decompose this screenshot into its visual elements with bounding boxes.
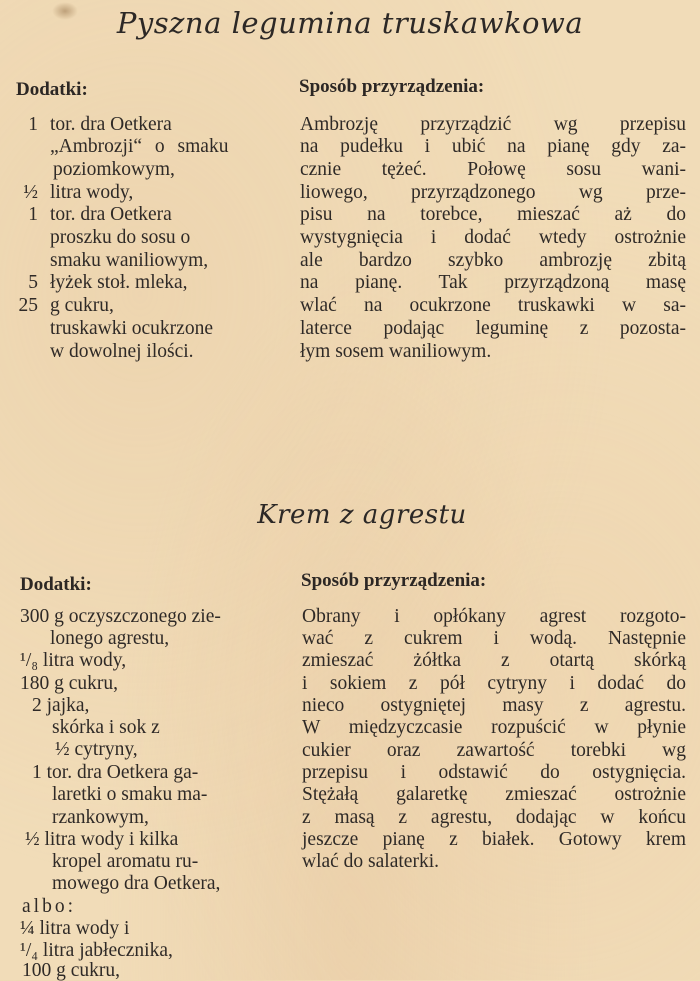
ingredient-line: skórka i sok z bbox=[52, 717, 160, 738]
ingredient-line: g cukru, bbox=[50, 295, 114, 316]
method-line: cznie tężeć. Połowę sosu wani- bbox=[300, 159, 686, 180]
ingredient-line: 1 tor. dra Oetkera ga- bbox=[32, 762, 199, 783]
ingredient-line: albo: bbox=[22, 896, 76, 917]
ingredients-heading: Dodatki: bbox=[20, 574, 92, 595]
ingredient-line: smaku waniliowym, bbox=[50, 250, 209, 271]
ingredient-qty: 25 bbox=[18, 295, 38, 316]
ingredient-line: tor. dra Oetkera bbox=[50, 114, 172, 135]
ingredient-line: 180 g cukru, bbox=[20, 673, 119, 694]
ingredient-line: truskawki ocukrzone bbox=[50, 318, 213, 339]
ingredient-line: lonego agrestu, bbox=[50, 628, 170, 649]
method-line: wystygnięcia i dodać wtedy ostrożnie bbox=[300, 227, 686, 248]
ingredient-line: rzankowym, bbox=[52, 807, 149, 828]
method-line: wać z cukrem i wodą. Następnie bbox=[302, 628, 686, 649]
ingredient-line: laretki o smaku ma- bbox=[52, 784, 208, 805]
method-line: pisu na torebce, mieszać aż do bbox=[300, 204, 686, 225]
recipe-title: Pyszna legumina truskawkowa bbox=[116, 6, 584, 40]
ingredient-line: 2 jajka, bbox=[32, 695, 90, 716]
ingredient-line: poziomkowym, bbox=[53, 159, 175, 180]
ingredient-line: kropel aromatu ru- bbox=[52, 851, 199, 872]
ingredient-line: 300 g oczyszczonego zie- bbox=[20, 606, 221, 627]
ingredient-qty: 5 bbox=[28, 272, 38, 293]
method-line: przepisu i odstawić do ostygnięcia. bbox=[302, 762, 686, 783]
method-line: wlać na ocukrzone truskawki w sa- bbox=[300, 295, 686, 316]
method-heading: Sposób przyrządzenia: bbox=[299, 76, 485, 97]
method-line: laterce podając leguminę z pozosta- bbox=[300, 318, 686, 339]
method-heading: Sposób przyrządzenia: bbox=[301, 570, 487, 591]
ingredient-qty: 1 bbox=[28, 204, 38, 225]
method-line: Obrany i opłókany agrest rozgoto- bbox=[302, 606, 686, 627]
method-line: nieco ostygniętej masy z agrestu. bbox=[302, 695, 686, 716]
method-line: W międzyczcasie rozpuścić w płynie bbox=[302, 717, 686, 738]
ingredient-qty: 1 bbox=[28, 114, 38, 135]
method-line: liowego, przyrządzonego wg prze- bbox=[300, 182, 686, 203]
ingredient-line: 100 g cukru, bbox=[22, 960, 121, 981]
method-line: łym sosem waniliowym. bbox=[300, 341, 492, 362]
ingredient-line: w dowolnej ilości. bbox=[50, 341, 194, 362]
method-line: na pudełku i ubić na pianę gdy za- bbox=[300, 136, 686, 157]
method-line: na pianę. Tak przyrządzoną masę bbox=[300, 272, 686, 293]
ingredient-line: ½ cytryny, bbox=[55, 739, 138, 760]
recipe-title: Krem z agrestu bbox=[257, 500, 467, 530]
method-line: Ambrozję przyrządzić wg przepisu bbox=[300, 114, 686, 135]
method-line: jeszcze pianę z białek. Gotowy krem bbox=[302, 829, 686, 850]
ingredient-line: „Ambrozji“ o smaku bbox=[50, 136, 229, 157]
ingredient-line: łyżek stoł. mleka, bbox=[50, 272, 188, 293]
ingredient-line: ¹/₈ litra wody, bbox=[20, 650, 127, 671]
method-line: zmieszać żółtka z otartą skórką bbox=[302, 650, 686, 671]
method-line: wlać do salaterki. bbox=[302, 851, 439, 872]
ingredient-line: tor. dra Oetkera bbox=[50, 204, 172, 225]
ingredient-line: ¹/₄ litra jabłecznika, bbox=[20, 940, 173, 961]
method-line: ale bardzo szybko ambrozję zbitą bbox=[300, 250, 686, 271]
ingredient-line: mowego dra Oetkera, bbox=[52, 873, 221, 894]
method-line: i sokiem z pół cytryny i dodać do bbox=[302, 673, 686, 694]
ingredients-heading: Dodatki: bbox=[16, 79, 88, 100]
method-line: z masą z agrestu, dodając w końcu bbox=[302, 807, 686, 828]
ingredient-line: ¼ litra wody i bbox=[20, 918, 130, 939]
ingredient-line: ½ litra wody i kilka bbox=[25, 829, 179, 850]
ingredient-line: proszku do sosu o bbox=[50, 227, 191, 248]
method-line: cukier oraz zawartość torebki wg bbox=[302, 740, 686, 761]
ingredient-qty: ½ bbox=[23, 182, 38, 203]
method-line: Stężałą galaretkę zmieszać ostrożnie bbox=[302, 784, 686, 805]
ingredient-line: litra wody, bbox=[50, 182, 134, 203]
